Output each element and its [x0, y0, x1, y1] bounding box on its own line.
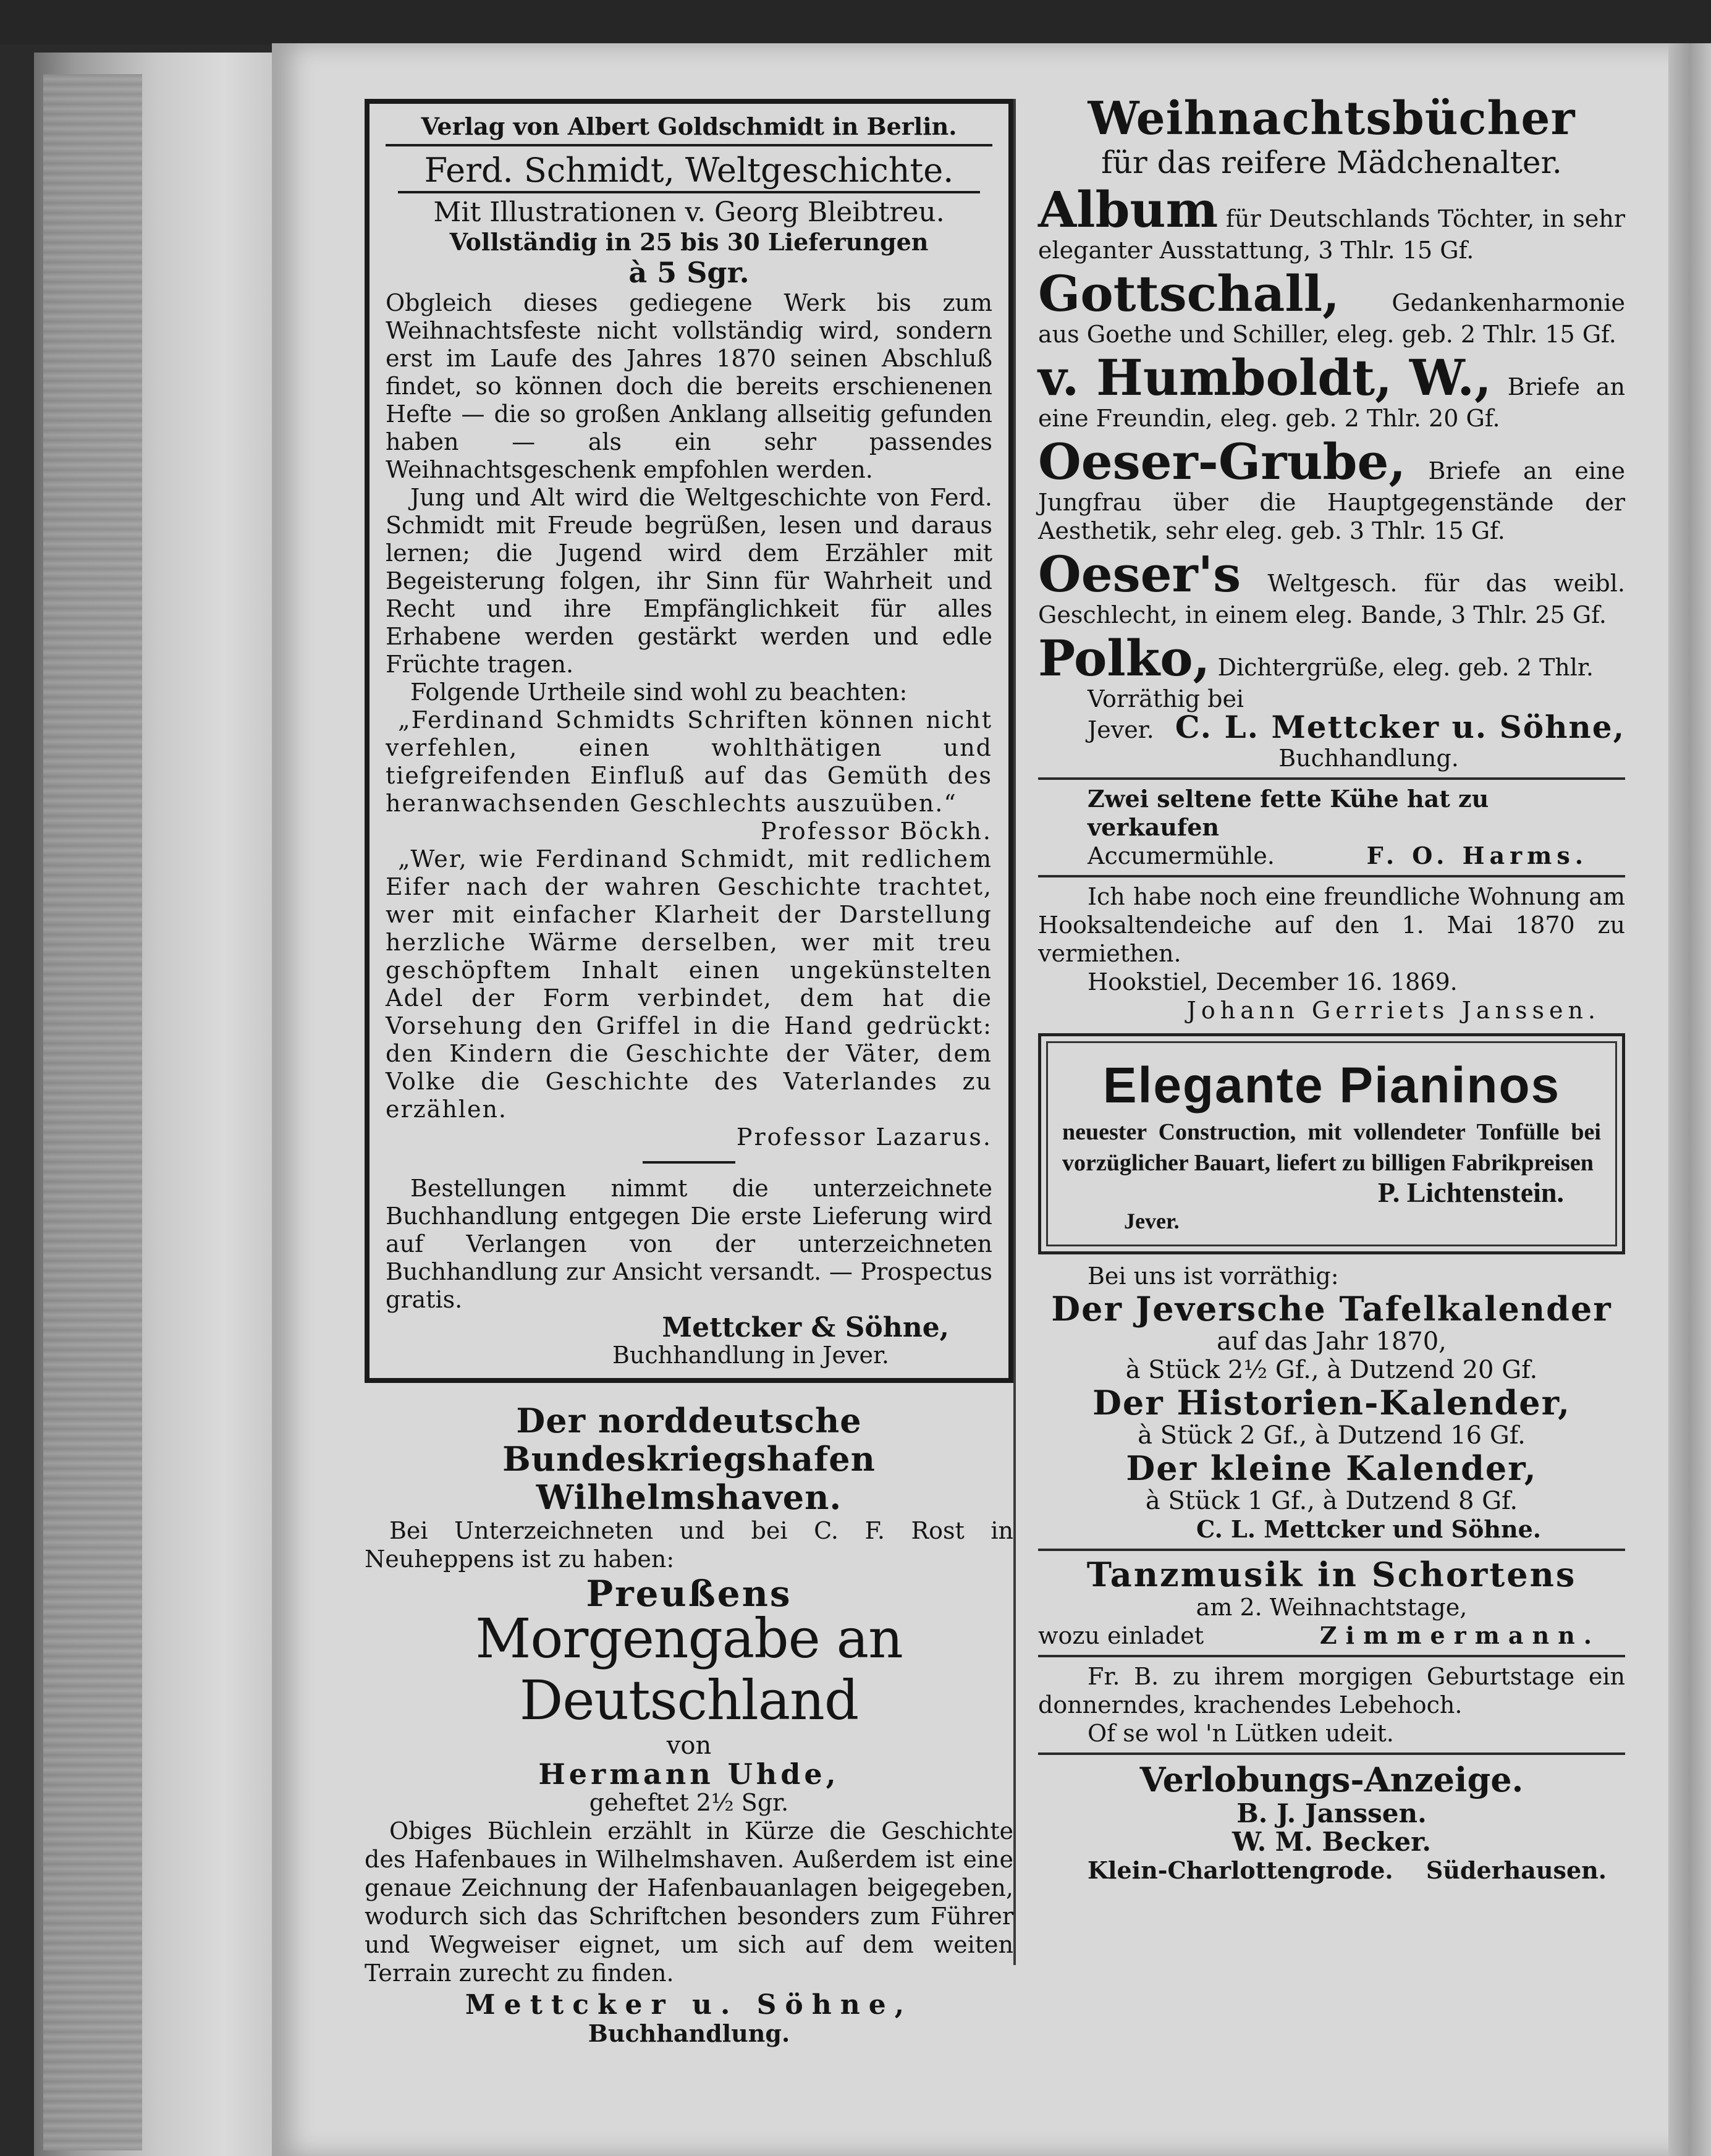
quote: „Ferdinand Schmidts Schriften können nicht verfehlen, einen wohlthätigen und tiefgreifenden Einfluß auf das Gemüth des heranwachsenden Geschlechts auszuüben.“: [386, 706, 992, 817]
dance-signature: [1038, 1621, 1625, 1650]
place: Klein-Charlottengrode.: [1088, 1856, 1393, 1884]
von-line: von: [666, 1731, 712, 1760]
book-entry: [1038, 264, 1625, 349]
entry-text: Briefe an eine Freundin, eleg. geb. 2 Thlr. 20 Gf.: [1038, 373, 1625, 432]
illustrations-line: Mit Illustrationen v. Georg Bleibtreu.: [433, 197, 945, 228]
paragraph: Jung und Alt wird die Weltgeschichte von Ferd. Schmidt mit Freude begrüßen, lesen und daraus lernen; die Jugend wird dem Erzähler mit Begeisterung folgen, ihr Sinn für Wahrheit und Recht und ihre Empfänglichkeit für alles Erhabene werden gestärkt werden und edle Früchte tragen.: [386, 484, 992, 678]
place: Accumermühle.: [1088, 842, 1275, 869]
calendar-price: à Stück 2½ Gf., à Dutzend 20 Gf.: [1125, 1356, 1538, 1384]
firm-name: C. L. Mettcker u. Söhne,: [1175, 709, 1625, 745]
ad-intro: Bei Unterzeichneten und bei C. F. Rost in Neuheppens ist zu haben:: [365, 1517, 1013, 1573]
calendar-title: Der Historien-Kalender,: [1092, 1383, 1571, 1423]
calendar-title: Der Jeversche Tafelkalender: [1051, 1289, 1612, 1329]
quote: „Wer, wie Ferdinand Schmidt, mit redlichem Eifer nach der wahren Geschichte trachtet, wer mit einfacher Klarheit der Darstellung herzliche Wärme derselben, wer mit treu geschöpftem Inhalt einen ungekünstelten Adel der Form verbindet, dem hat die Vorsehung den Griffel in die Hand gedrückt: den Kindern die Geschichte der Väter, dem Volke die Geschichte des Vaterlandes zu erzählen.: [386, 845, 992, 1123]
stock-line: Vorräthig bei: [1088, 685, 1244, 712]
engagement-places: [1038, 1856, 1625, 1885]
dance-heading: Tanzmusik in Schortens: [1086, 1555, 1577, 1594]
calendar-intro: Bei uns ist vorräthig:: [1088, 1262, 1339, 1290]
calendar-title: Der kleine Kalender,: [1126, 1448, 1537, 1488]
paragraph: Obiges Büchlein erzählt in Kürze die Geschichte des Hafenbaues in Wilhelmshaven. Außerdem ist eine genaue Zeichnung der Hafenbauanlagen beigegeben, wodurch sich das Schriftchen besonders zum Führer und Wegweiser eignet, um sich auf dem weiten Terrain zurecht zu finden.: [365, 1817, 1013, 1987]
book-title-line2: Morgengabe an Deutschland: [475, 1607, 903, 1732]
christmas-books-subheading: für das reifere Mädchenalter.: [1101, 145, 1562, 180]
entry-title: Polko,: [1038, 629, 1210, 687]
quote-signature: Professor Böckh.: [761, 818, 992, 845]
author: Hermann Uhde,: [538, 1757, 840, 1791]
cows-ad: Zwei seltene fette Kühe hat zu verkaufen: [1088, 785, 1489, 841]
divider: [1038, 1549, 1625, 1551]
firm-line: [1038, 709, 1625, 745]
engagement-heading: Verlobungs-Anzeige.: [1139, 1760, 1524, 1799]
calendar-price: à Stück 1 Gf., à Dutzend 8 Gf.: [1145, 1487, 1518, 1515]
divider: [1038, 777, 1625, 780]
place: Jever.: [1088, 716, 1154, 743]
engaged-name: B. J. Janssen.: [1236, 1798, 1427, 1828]
pianos-ad: [1038, 1033, 1625, 1254]
pianos-name: P. Lichtenstein.: [1377, 1177, 1564, 1208]
entry-title: Oeser-Grube,: [1038, 433, 1406, 491]
place: Süderhausen.: [1426, 1856, 1607, 1884]
divider: [1038, 1655, 1625, 1657]
book-right-edge: [1668, 43, 1711, 2156]
entry-text: für Deutschlands Töchter, in sehr eleganter Ausstattung, 3 Thlr. 15 Gf.: [1038, 205, 1625, 264]
cows-ad-signature: [1038, 842, 1625, 870]
publisher-line: Verlag von Albert Goldschmidt in Berlin.: [386, 112, 992, 146]
dance-date: am 2. Weihnachtstage,: [1196, 1594, 1468, 1621]
firm-name: Mettcker u. Söhne,: [465, 1989, 913, 2021]
paragraph: Bestellungen nimmt die unterzeichnete Buchhandlung entgegen Die erste Lieferung wird auf Verlangen von der unterzeichneten Buchhandlung zur Ansicht versandt. — Prospectus gratis.: [386, 1175, 992, 1313]
book-entry: [1038, 351, 1625, 433]
paragraph: Obgleich dieses gediegene Werk bis zum Weihnachtsfeste nicht vollständig wird, sondern erst im Laufe des Jahres 1870 seinen Abschluß findet, so können doch die bereits erschienenen Hefte — die so großen Anklang allseitig gefunden haben — als ein sehr passendes Weihnachtsgeschenk empfohlen werden.: [386, 289, 992, 483]
pianos-place: Jever.: [1124, 1209, 1180, 1233]
entry-title: Album: [1038, 180, 1219, 239]
firm-subtitle: Buchhandlung in Jever.: [612, 1342, 890, 1369]
pianos-heading: Elegante Pianinos: [1102, 1057, 1561, 1114]
entry-text: Dichtergrüße, eleg. geb. 2 Thlr.: [1217, 654, 1594, 681]
entry-title: Oeser's: [1038, 545, 1241, 603]
calendar-year: auf das Jahr 1870,: [1217, 1327, 1447, 1356]
entry-text: Gedankenharmonie aus Goethe und Schiller, eleg. geb. 2 Thlr. 15 Gf.: [1038, 289, 1625, 348]
book-spine: [43, 74, 142, 2150]
completeness-line: Vollständig in 25 bis 30 Lieferungen: [449, 228, 929, 256]
name: F. O. Harms.: [1366, 842, 1588, 869]
book-entry: [1038, 435, 1625, 545]
calendar-ad: [1038, 1262, 1625, 1544]
quote-signature: Professor Lazarus.: [736, 1123, 992, 1151]
divider: [643, 1161, 735, 1164]
firm-name: Mettcker & Söhne,: [662, 1312, 949, 1343]
entry-text: Weltgesch. für das weibl. Geschlecht, in einem eleg. Bande, 3 Thlr. 25 Gf.: [1038, 570, 1625, 628]
divider: [1038, 1752, 1625, 1755]
calendar-price: à Stück 2 Gf., à Dutzend 16 Gf.: [1138, 1421, 1526, 1450]
entry-title: Gottschall,: [1038, 264, 1340, 323]
divider: [1038, 875, 1625, 877]
price-line: geheftet 2½ Sgr.: [589, 1789, 789, 1816]
engaged-name: W. M. Becker.: [1231, 1827, 1432, 1857]
flat-ad-name: Johann Gerriets Janssen.: [1186, 997, 1600, 1024]
invite-line: wozu einladet: [1038, 1622, 1204, 1649]
name: Zimmermann.: [1319, 1621, 1600, 1649]
column-divider: [1013, 99, 1016, 1965]
book-title-line1: Preußens: [586, 1573, 792, 1615]
right-column: [1038, 93, 1625, 1885]
flat-ad: Ich habe noch eine freundliche Wohnung am Hooksaltendeiche auf den 1. Mai 1870 zu vermiethen.: [1038, 883, 1625, 967]
christmas-books-heading: Weihnachtsbücher: [1088, 92, 1576, 145]
left-column: [365, 99, 1013, 2048]
firm-subtitle: Buchhandlung.: [1278, 745, 1459, 772]
book-entry: [1038, 629, 1625, 687]
wilhelmshaven-ad: [365, 1401, 1013, 2048]
paragraph: Folgende Urtheile sind wohl zu beachten:: [410, 679, 908, 706]
ad-heading: Der norddeutsche Bundeskriegshafen Wilhelmshaven.: [502, 1401, 876, 1517]
price-line: à 5 Sgr.: [628, 256, 750, 289]
birthday-notice: Fr. B. zu ihrem morgigen Geburtstage ein donnerndes, krachendes Lebehoch.: [1038, 1663, 1625, 1718]
flat-ad-place: Hookstiel, December 16. 1869.: [1088, 968, 1458, 996]
pianos-text: neuester Construction, mit vollendeter Tonfülle bei vorzüglicher Bauart, liefert zu billigen Fabrikpreisen: [1062, 1119, 1601, 1176]
entry-title: v. Humboldt, W.,: [1038, 349, 1492, 407]
firm-subtitle: Buchhandlung.: [588, 2019, 790, 2047]
entry-text: Briefe an eine Jungfrau über die Hauptgegenstände der Aesthetik, sehr eleg. geb. 3 Thlr. 15 Gf.: [1038, 457, 1625, 544]
book-entry: [1038, 547, 1625, 629]
weltgeschichte-ad: [365, 99, 1013, 1383]
firm-name: C. L. Mettcker und Söhne.: [1196, 1515, 1541, 1543]
scan-background: [0, 0, 1711, 44]
book-entry: [1038, 180, 1625, 264]
ad-title: Ferd. Schmidt, Weltgeschichte.: [398, 150, 980, 193]
birthday-line: Of se wol 'n Lütken udeit.: [1088, 1720, 1394, 1747]
